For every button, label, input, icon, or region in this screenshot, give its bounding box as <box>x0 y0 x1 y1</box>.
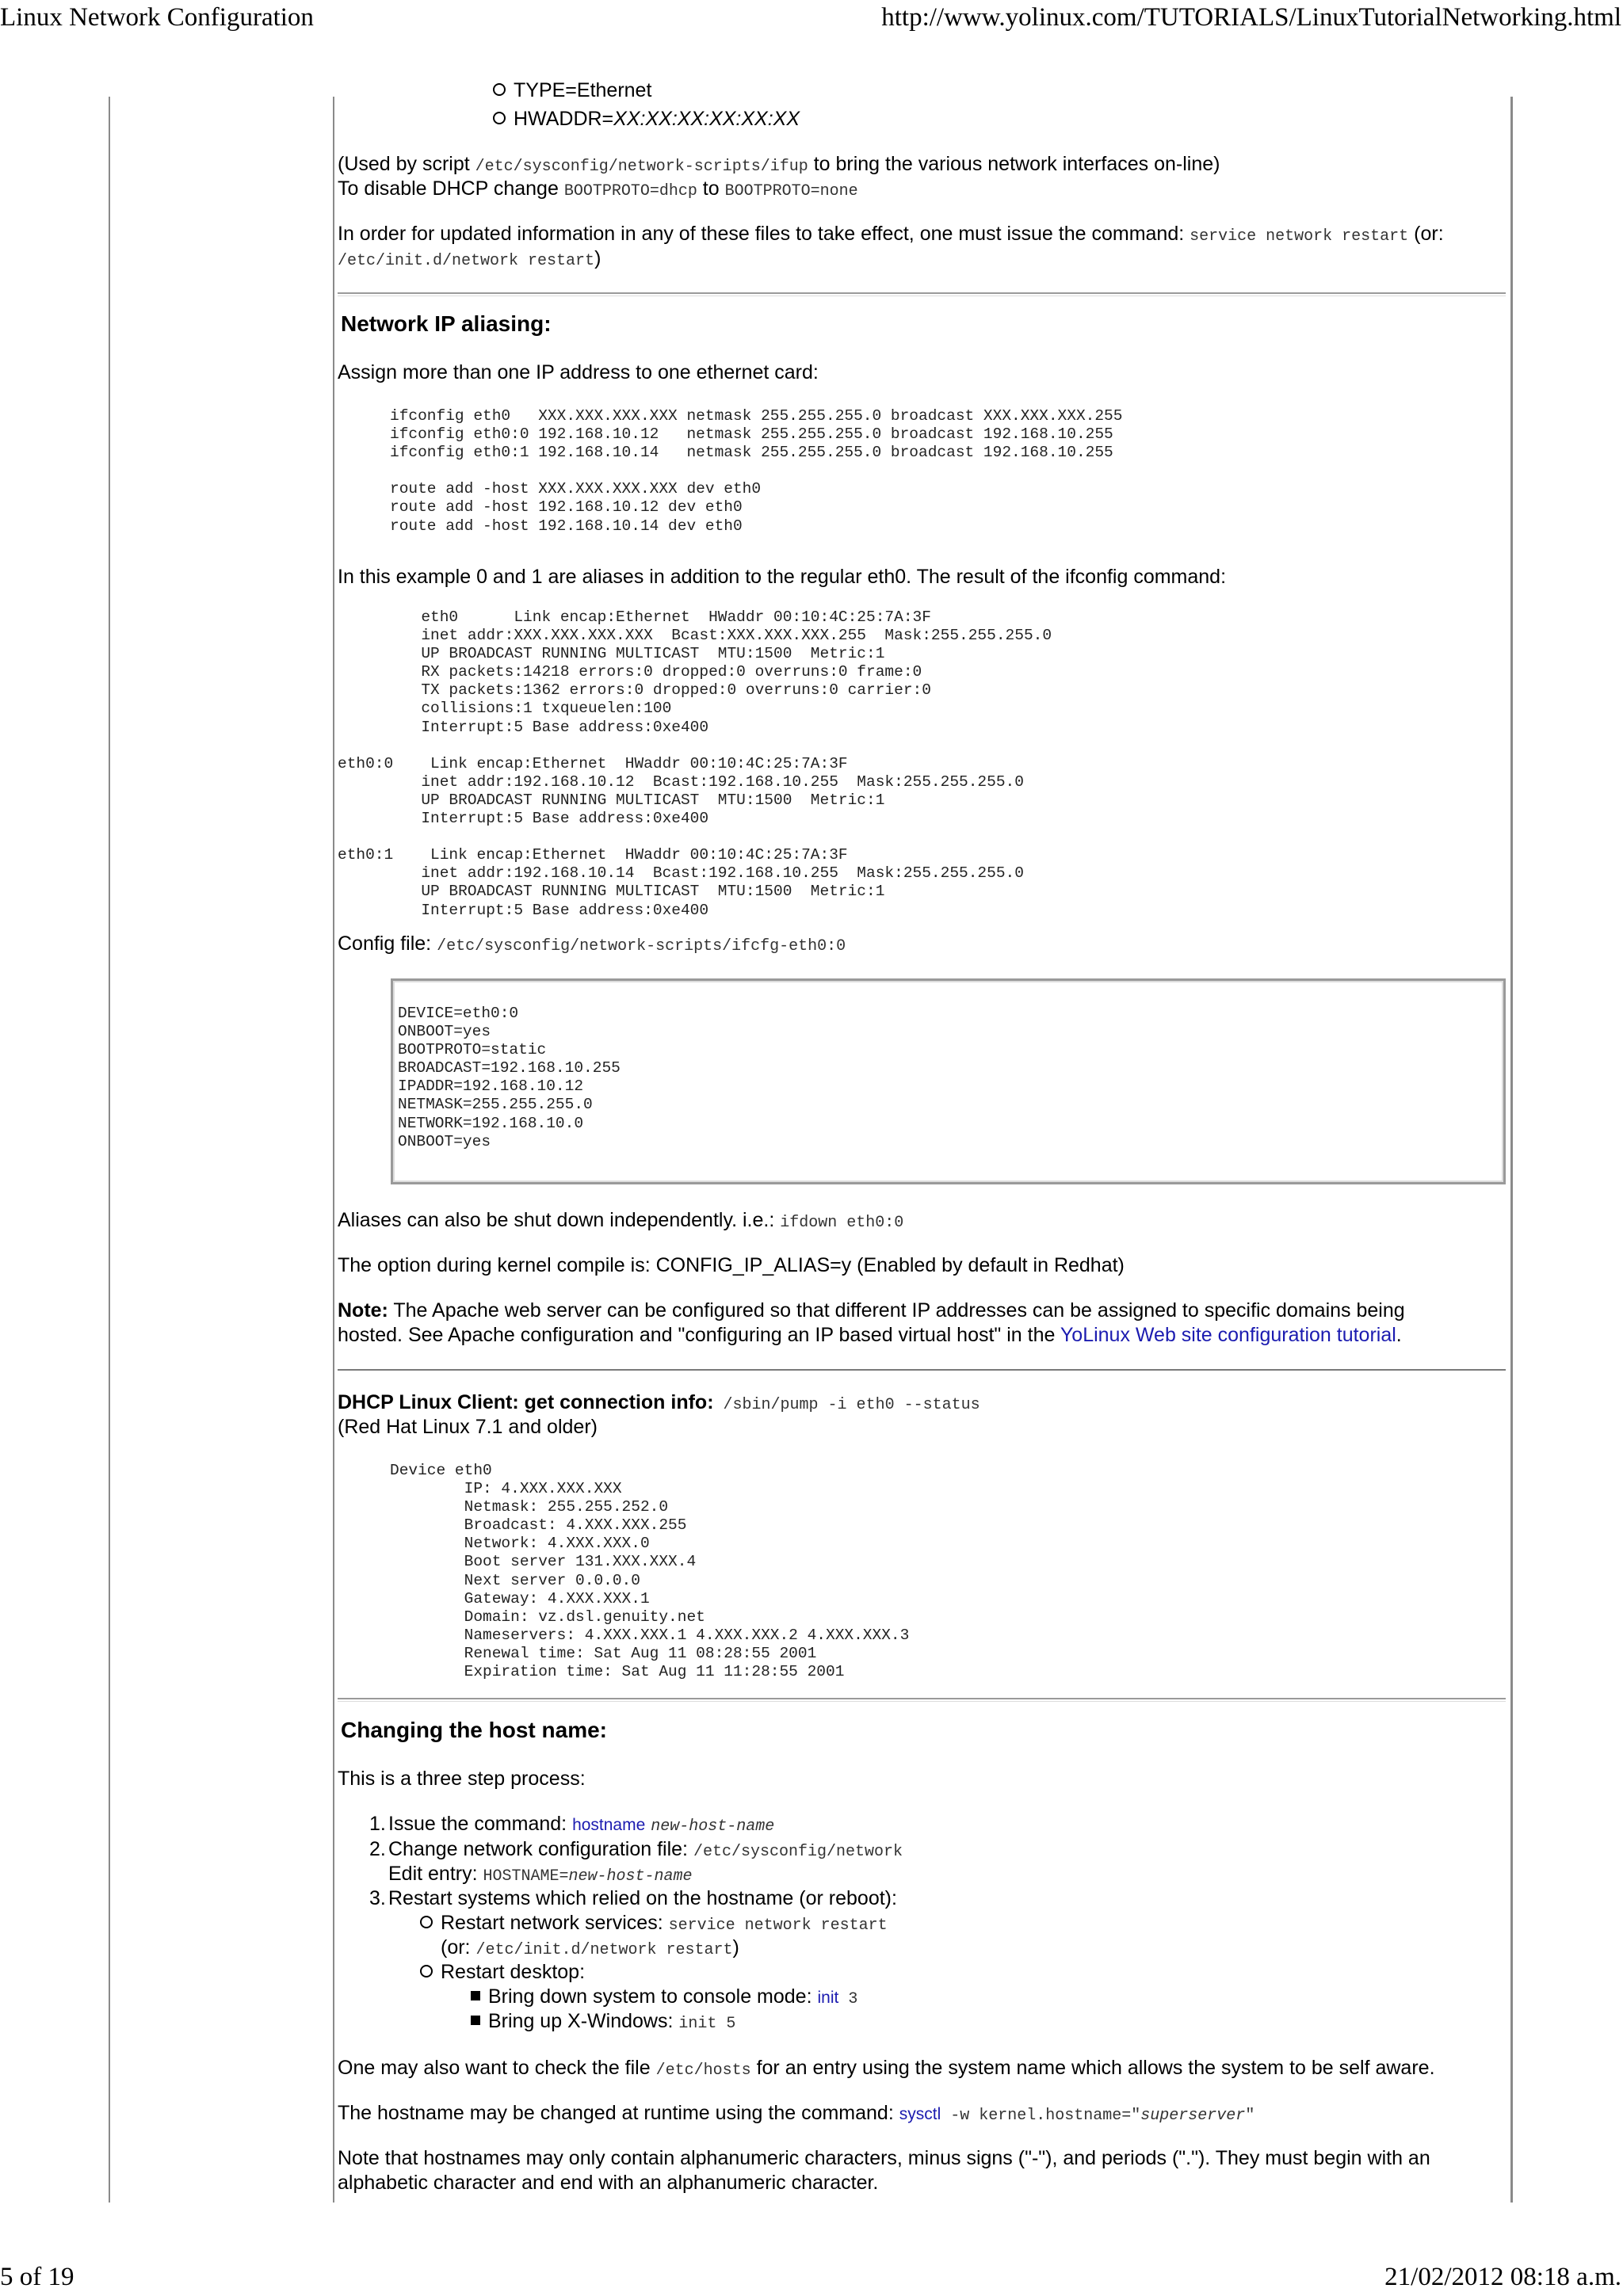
left-frame-line <box>109 97 110 2203</box>
hwaddr-item: HWADDR=XX:XX:XX:XX:XX:XX <box>493 107 800 132</box>
section-divider <box>338 1698 1506 1702</box>
config-file-label: Config file: /etc/sysconfig/network-scripts/ifcfg-eth0:0 <box>338 933 846 955</box>
step-3-xwindows: Bring up X-Windows: init 5 <box>471 2009 735 2036</box>
main-content <box>338 79 1506 2203</box>
hostname-rules-line1: Note that hostnames may only contain alphanumeric characters, minus signs ("-"), and periods ("."). They must begin with an <box>338 2147 1430 2169</box>
step-1: 1. Issue the command: hostname new-host-name <box>369 1813 775 1836</box>
restart-note-line1: In order for updated information in any of these files to take effect, one must issue the command: service network restart (or: <box>338 223 1444 246</box>
circle-bullet-icon <box>420 1916 433 1928</box>
step-3-network: Restart network services: service network restart <box>420 1911 888 1938</box>
hosts-file-note: One may also want to check the file /etc/hosts for an entry using the system name which allows the system to be self aware. <box>338 2057 1435 2080</box>
ip-aliasing-heading: Network IP aliasing: <box>341 311 552 336</box>
square-bullet-icon <box>471 1991 480 2000</box>
ifconfig-commands: ifconfig eth0 XXX.XXX.XXX.XXX netmask 255.255.255.0 broadcast XXX.XXX.XXX.255 ifconfig eth0:0 192.168.10.12 netmask 255.255.255.0 broadcast 192.168.10.255 ifconfig eth0:1 192.168.10.14 netmask 255.255.255.0 broadcast 192.168.10.255 route add -host XXX.XXX.XXX.XXX dev eth0 route add -host 192.168.10.12 dev eth0 route add -host 192.168.10.14 dev eth0 <box>390 407 1123 535</box>
hostname-rules-line2: alphabetic character and end with an alphanumeric character. <box>338 2172 879 2194</box>
step-3-console: Bring down system to console mode: init 3 <box>471 1985 857 2012</box>
step-3-desktop: Restart desktop: <box>420 1960 585 1985</box>
restart-note-line2: /etc/init.d/network restart) <box>338 247 601 270</box>
step-3: 3. Restart systems which relied on the hostname (or reboot): <box>369 1887 897 1909</box>
hostname-heading: Changing the host name: <box>341 1718 607 1742</box>
kernel-option-note: The option during kernel compile is: CONFIG_IP_ALIAS=y (Enabled by default in Redhat) <box>338 1254 1125 1276</box>
ip-aliasing-intro: Assign more than one IP address to one ethernet card: <box>338 361 819 383</box>
section-divider <box>338 292 1506 296</box>
step-3-network-alt: (or: /etc/init.d/network restart) <box>441 1936 739 1959</box>
square-bullet-icon <box>471 2016 480 2025</box>
content-right-border <box>1510 97 1513 2203</box>
init-link[interactable]: init <box>817 1989 839 2007</box>
hostname-link[interactable]: hostname <box>572 1816 646 1834</box>
step-2-edit: Edit entry: HOSTNAME=new-host-name <box>388 1863 693 1886</box>
config-file-contents: DEVICE=eth0:0 ONBOOT=yes BOOTPROTO=static BROADCAST=192.168.10.255 IPADDR=192.168.10.12 NETMASK=255.255.255.0 NETWORK=192.168.10.0 ONBOOT=yes <box>398 1005 621 1150</box>
print-footer-datetime: 21/02/2012 08:18 a.m. <box>1384 2263 1621 2291</box>
section-divider <box>338 1369 1506 1371</box>
circle-bullet-icon <box>493 83 506 96</box>
alias-result-text: In this example 0 and 1 are aliases in addition to the regular eth0. The result of the ifconfig command: <box>338 566 1227 588</box>
step-2: 2. Change network configuration file: /etc/sysconfig/network <box>369 1838 903 1861</box>
cut-list-item: TYPE=Ethernet <box>493 78 651 103</box>
hostname-intro: This is a three step process: <box>338 1768 586 1790</box>
ifconfig-output: eth0 Link encap:Ethernet HWaddr 00:10:4C:25:7A:3F inet addr:XXX.XXX.XXX.XXX Bcast:XXX.XXX.XXX.255 Mask:255.255.255.0 UP BROADCAST RUNNING MULTICAST MTU:1500 Metric:1 RX packets:14218 errors:0 dropped:0 overruns:0 frame:0 TX packets:1362 errors:0 dropped:0 overruns:0 carrier:0 collisions:1 txqueuelen:100 Interrupt:5 Base address:0xe400 eth0:0 Link encap:Ethernet HWaddr 00:10:4C:25:7A:3F inet addr:192.168.10.12 Bcast:192.168.10.255 Mask:255.255.255.0 UP BROADCAST RUNNING MULTICAST MTU:1500 Metric:1 Interrupt:5 Base address:0xe400 eth0:1 Link encap:Ethernet HWaddr 00:10:4C:25:7A:3F inet addr:192.168.10.14 Bcast:192.168.10.255 Mask:255.255.255.0 UP BROADCAST RUNNING MULTICAST MTU:1500 Metric:1 Interrupt:5 Base address:0xe400 <box>338 608 1052 919</box>
apache-note-line1: Note: The Apache web server can be configured so that different IP addresses can be assigned to specific domains being <box>338 1299 1405 1322</box>
sysctl-link[interactable]: sysctl <box>899 2105 941 2123</box>
alias-shutdown-note: Aliases can also be shut down independently. i.e.: ifdown eth0:0 <box>338 1209 904 1232</box>
print-footer-page: 5 of 19 <box>0 2263 74 2291</box>
content-left-border <box>333 97 334 2203</box>
print-header-title: Linux Network Configuration <box>0 3 314 32</box>
disable-dhcp-note: To disable DHCP change BOOTPROTO=dhcp to BOOTPROTO=none <box>338 177 858 200</box>
dhcp-heading: DHCP Linux Client: get connection info: /sbin/pump -i eth0 --status <box>338 1391 980 1414</box>
apache-note-line2: hosted. See Apache configuration and "configuring an IP based virtual host" in the YoLinux Web site configuration tutorial. <box>338 1324 1402 1346</box>
runtime-hostname-note: The hostname may be changed at runtime using the command: sysctl -w kernel.hostname="superserver" <box>338 2102 1255 2125</box>
print-header-url: http://www.yolinux.com/TUTORIALS/LinuxTutorialNetworking.html <box>881 3 1621 32</box>
circle-bullet-icon <box>420 1965 433 1978</box>
pump-status-output: Device eth0 IP: 4.XXX.XXX.XXX Netmask: 255.255.252.0 Broadcast: 4.XXX.XXX.255 Network: 4.XXX.XXX.0 Boot server 131.XXX.XXX.4 Next server 0.0.0.0 Gateway: 4.XXX.XXX.1 Domain: vz.dsl.genuity.net Nameservers: 4.XXX.XXX.1 4.XXX.XXX.2 4.XXX.XXX.3 Renewal time: Sat Aug 11 08:28:55 2001 Expiration time: Sat Aug 11 11:28:55 2001 <box>390 1462 910 1681</box>
circle-bullet-icon <box>493 112 506 124</box>
dhcp-subheading: (Red Hat Linux 7.1 and older) <box>338 1416 598 1438</box>
ifup-script-note: (Used by script /etc/sysconfig/network-scripts/ifup to bring the various network interfaces on-line) <box>338 153 1220 176</box>
yolinux-web-config-link[interactable]: YoLinux Web site configuration tutorial <box>1060 1324 1396 1346</box>
